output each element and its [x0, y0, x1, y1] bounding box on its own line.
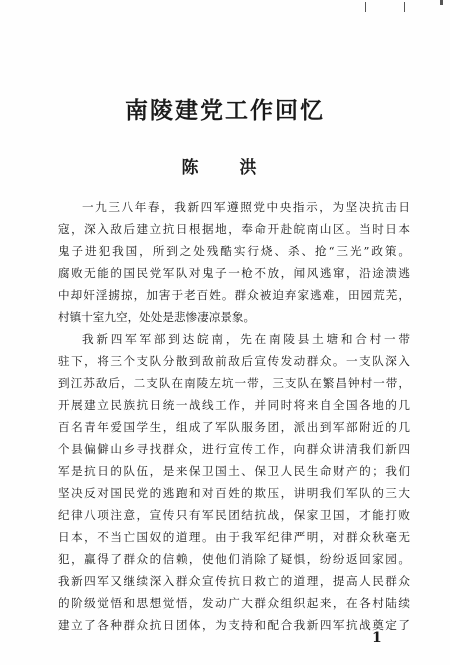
text-line: 百名青年爱国学生，组成了军队服务团，派出到军部附近的几 [58, 420, 410, 434]
text-line: 军是抗日的队伍，是来保卫国土、保卫人民生命财产的；我们 [58, 464, 410, 478]
scan-mark [404, 2, 405, 12]
text-line: 坚决反对国民党的逃跑和对百姓的欺压，讲明我们军队的三大 [58, 486, 410, 500]
body-text [58, 196, 410, 636]
text-line: 一九三八年春，我新四军遵照党中央指示，为坚决抗击日 [82, 200, 410, 214]
page-number: 1 [372, 630, 382, 646]
document-title: 南陵建党工作回忆 [125, 98, 325, 124]
scan-mark [440, 0, 443, 5]
text-line: 的阶级觉悟和思想觉悟，发动广大群众组织起来，在各村陆续 [58, 596, 410, 610]
text-line: 犯，赢得了群众的信赖，使他们消除了疑惧，纷纷返回家园。 [58, 552, 410, 566]
text-line: 我新四军又继续深入群众宣传抗日救亡的道理，提高人民群众 [58, 574, 410, 588]
text-line: 个县偏僻山乡寻找群众，进行宣传工作，向群众讲清我们新四 [58, 442, 410, 456]
text-line: 到江苏敌后，二支队在南陵左坑一带，三支队在繁昌钟村一带， [58, 376, 410, 390]
text-line: 开展建立民族抗日统一战线工作，并同时将来自全国各地的几 [58, 398, 410, 412]
text-line: 腐败无能的国民党军队对鬼子一枪不放，闻风逃窜，沿途溃逃 [58, 266, 410, 280]
text-line: 驻下，将三个支队分散到敌前敌后宣传发动群众。一支队深入 [58, 354, 410, 368]
text-line: 我新四军军部到达皖南，先在南陵县土塘和合村一带 [82, 332, 410, 346]
scan-mark [365, 2, 366, 12]
text-line: 村镇十室九空，处处是悲惨凄凉景象。 [58, 310, 256, 324]
text-line: 中却奸淫掳掠，加害于老百姓。群众被迫弃家逃难，田园荒芜， [58, 288, 410, 302]
text-line: 寇，深入敌后建立抗日根据地，奉命开赴皖南山区。当时日本 [58, 222, 410, 236]
text-line: 纪律八项注意，宣传只有军民团结抗战，保家卫国，才能打败 [58, 508, 410, 522]
text-line: 建立了各种群众抗日团体，为支持和配合我新四军抗战奠定了 [58, 618, 410, 632]
document-author: 陈 洪 [181, 158, 269, 178]
text-line: 鬼子进犯我国，所到之处残酷实行烧、杀、抢“三光”政策。 [58, 244, 410, 258]
text-line: 日本，不当亡国奴的道理。由于我军纪律严明，对群众秋毫无 [58, 530, 410, 544]
